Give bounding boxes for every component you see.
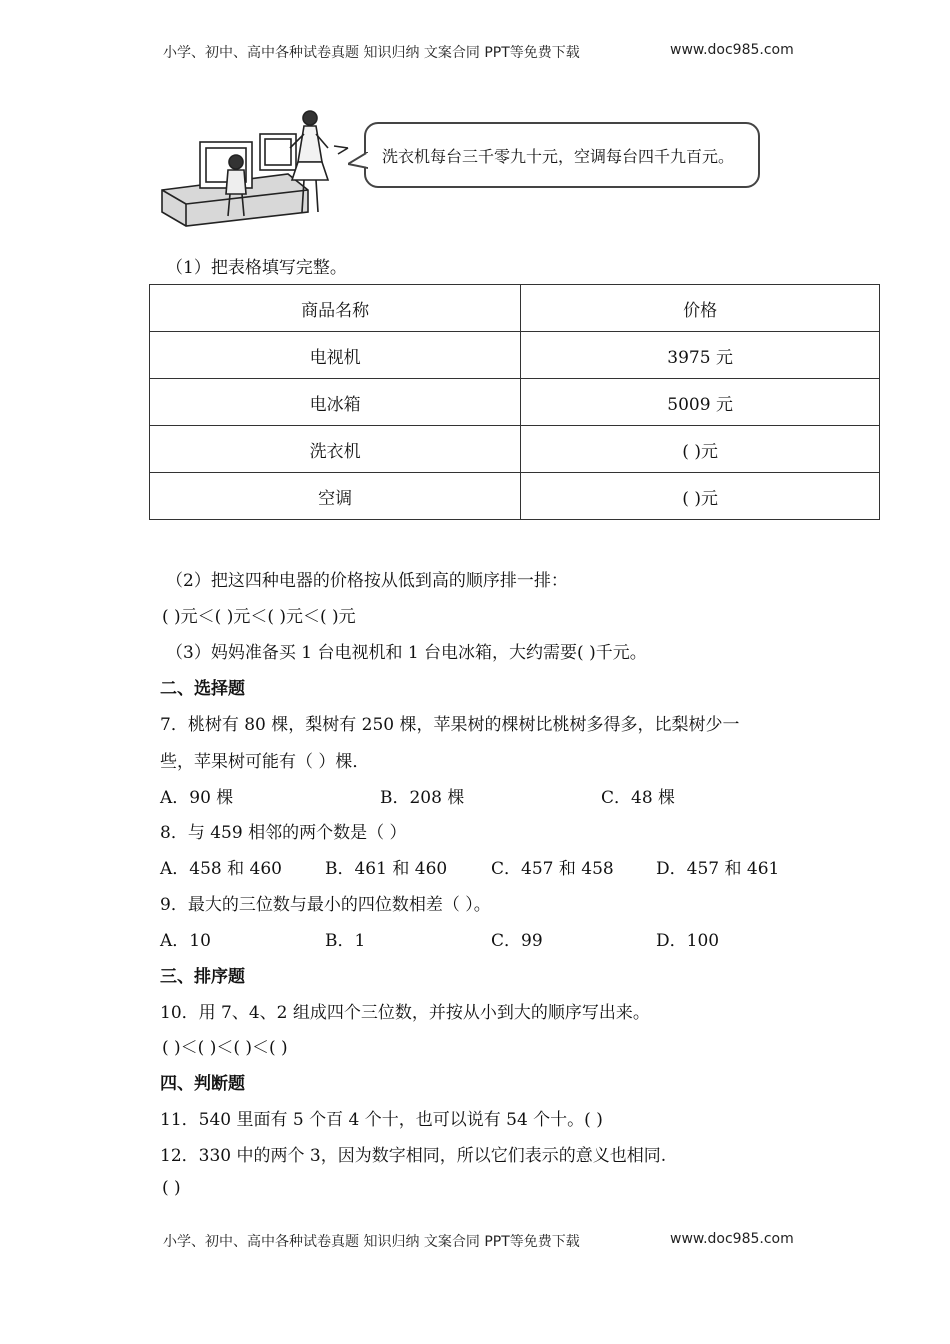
section-title-choice: 二、选择题 <box>160 679 245 699</box>
table-header-cell: 商品名称 <box>150 285 521 332</box>
q6-part3: （3）妈妈准备买 1 台电视机和 1 台电冰箱，大约需要( )千元。 <box>166 643 647 663</box>
q9-option-b[interactable]: B．1 <box>325 931 366 951</box>
section-title-judge: 四、判断题 <box>160 1074 245 1094</box>
table-cell-price-blank[interactable]: ( )元 <box>521 426 880 473</box>
q6-part2-blank[interactable]: ( )元＜( )元＜( )元＜( )元 <box>162 607 356 627</box>
table-cell-name: 电视机 <box>150 332 521 379</box>
table-cell-price: 3975 元 <box>521 332 880 379</box>
q7-option-a[interactable]: A．90 棵 <box>160 788 234 808</box>
q7-option-c[interactable]: C．48 棵 <box>601 788 676 808</box>
table-cell-price-blank[interactable]: ( )元 <box>521 473 880 520</box>
speech-bubble-text: 洗衣机每台三千零九十元，空调每台四千九百元。 <box>382 147 735 166</box>
table-row <box>150 379 880 426</box>
q8-option-d[interactable]: D．457 和 461 <box>656 859 780 879</box>
table-row <box>150 426 880 473</box>
q7-line1: 7．桃树有 80 棵，梨树有 250 棵，苹果树的棵树比桃树多得多，比梨树少一 <box>160 715 740 735</box>
table-cell-name: 洗衣机 <box>150 426 521 473</box>
q10-stem: 10．用 7、4、2 组成四个三位数，并按从小到大的顺序写出来。 <box>160 1003 650 1023</box>
table-header-cell: 价格 <box>521 285 880 332</box>
table-cell-name: 电冰箱 <box>150 379 521 426</box>
q12-stem: 12．330 中的两个 3，因为数字相同，所以它们表示的意义也相同. <box>160 1146 667 1166</box>
table-row <box>150 332 880 379</box>
q6-part1: （1）把表格填写完整。 <box>166 258 347 278</box>
q8-stem: 8．与 459 相邻的两个数是（ ） <box>160 823 407 843</box>
price-table <box>149 284 880 520</box>
q9-option-a[interactable]: A．10 <box>160 931 211 951</box>
q9-option-d[interactable]: D．100 <box>656 931 720 951</box>
table-row <box>150 473 880 520</box>
q8-option-b[interactable]: B．461 和 460 <box>325 859 448 879</box>
page-header-url[interactable]: www.doc985.com <box>670 42 794 58</box>
q7-option-b[interactable]: B．208 棵 <box>380 788 465 808</box>
speech-bubble-tail <box>348 152 368 172</box>
table-cell-name: 空调 <box>150 473 521 520</box>
q9-option-c[interactable]: C．99 <box>491 931 543 951</box>
page-footer-url[interactable]: www.doc985.com <box>670 1231 794 1247</box>
q9-stem: 9．最大的三位数与最小的四位数相差（ ）。 <box>160 895 491 915</box>
section-title-ordering: 三、排序题 <box>160 967 245 987</box>
page-footer-text: 小学、初中、高中各种试卷真题 知识归纳 文案合同 PPT等免费下载 <box>163 1234 580 1250</box>
q8-option-c[interactable]: C．457 和 458 <box>491 859 614 879</box>
q7-line2: 些，苹果树可能有（ ）棵． <box>160 752 370 772</box>
q10-blank[interactable]: ( )＜( )＜( )＜( ) <box>162 1038 288 1058</box>
q8-option-a[interactable]: A．458 和 460 <box>160 859 282 879</box>
table-cell-price: 5009 元 <box>521 379 880 426</box>
q12-blank[interactable]: ( ) <box>162 1178 181 1198</box>
speech-bubble <box>364 122 760 188</box>
page-header-text: 小学、初中、高中各种试卷真题 知识归纳 文案合同 PPT等免费下载 <box>163 45 580 61</box>
table-header-row <box>150 285 880 332</box>
q6-part2: （2）把这四种电器的价格按从低到高的顺序排一排： <box>166 571 568 591</box>
q11-stem: 11．540 里面有 5 个百 4 个十，也可以说有 54 个十。( ) <box>160 1110 603 1130</box>
